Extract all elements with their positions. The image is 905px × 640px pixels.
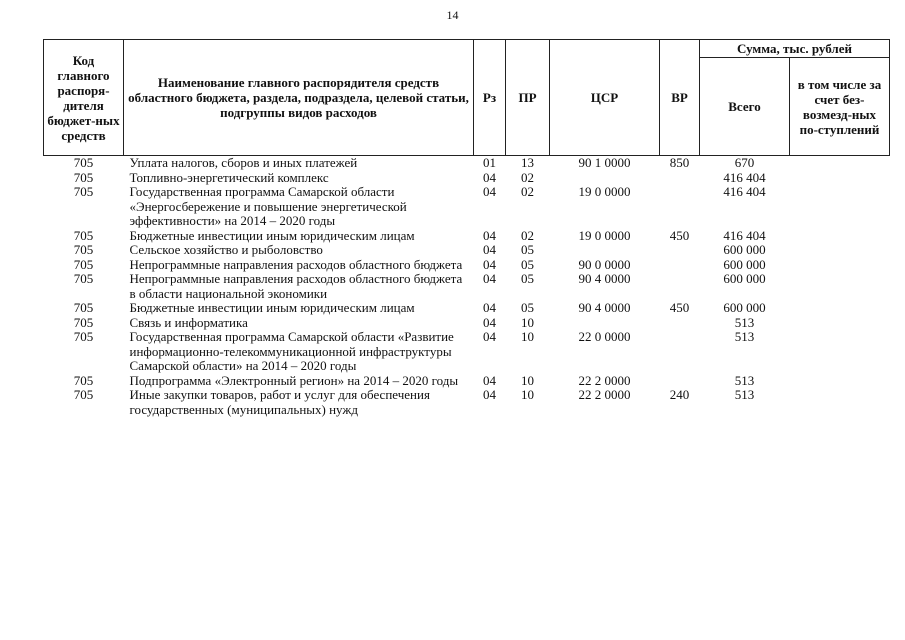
table-row — [44, 243, 890, 258]
cell-name: Сельское хозяйство и рыболовство — [129, 242, 323, 257]
cell-code: 705 — [73, 184, 94, 199]
table-row — [44, 272, 890, 301]
cell-csr: 90 0 0000 — [578, 256, 631, 272]
cell-incl — [790, 330, 890, 374]
cell-code: 705 — [73, 387, 94, 402]
cell-rz: 04 — [483, 300, 496, 315]
cell-incl — [790, 388, 890, 417]
table-row — [44, 374, 890, 389]
cell-vr — [660, 330, 700, 374]
cell-incl — [790, 272, 890, 301]
table-row — [44, 388, 890, 417]
header-rz: Рз — [474, 40, 506, 156]
table-row — [44, 301, 890, 316]
table-header — [44, 40, 890, 156]
cell-csr — [550, 243, 660, 258]
table-row — [44, 156, 890, 171]
cell-incl — [790, 301, 890, 316]
cell-code: 705 — [73, 300, 94, 315]
table-row — [44, 185, 890, 229]
cell-pr: 05 — [521, 300, 534, 315]
cell-pr: 02 — [521, 169, 534, 185]
cell-incl — [790, 258, 890, 273]
cell-total: 416 404 — [723, 169, 766, 185]
cell-rz: 04 — [483, 314, 496, 330]
cell-code: 705 — [73, 314, 94, 330]
cell-incl — [790, 171, 890, 186]
cell-pr: 05 — [521, 271, 534, 286]
cell-total: 600 000 — [723, 242, 766, 257]
cell-pr: 10 — [521, 372, 534, 388]
cell-total: 600 000 — [723, 256, 766, 272]
cell-rz: 04 — [483, 256, 496, 272]
table-row — [44, 330, 890, 374]
cell-pr: 10 — [521, 387, 534, 402]
cell-csr: 19 0 0000 — [578, 227, 631, 243]
cell-vr: 240 — [669, 387, 690, 402]
cell-csr: 22 0 0000 — [578, 329, 631, 344]
cell-rz: 04 — [483, 387, 496, 402]
table-row — [44, 258, 890, 273]
table-row — [44, 229, 890, 244]
cell-vr: 450 — [669, 300, 690, 315]
cell-code: 705 — [73, 329, 94, 344]
cell-code: 705 — [73, 242, 94, 257]
cell-pr: 02 — [521, 227, 534, 243]
cell-total: 513 — [734, 314, 755, 330]
budget-table — [43, 39, 890, 417]
table-row — [44, 171, 890, 186]
cell-code: 705 — [73, 372, 94, 388]
cell-name: Уплата налогов, сборов и иных платежей — [129, 155, 358, 170]
cell-rz: 04 — [483, 271, 496, 286]
cell-name: Топливно-энергетический комплекс — [129, 169, 329, 185]
cell-vr — [660, 243, 700, 258]
table-body — [44, 156, 890, 418]
cell-csr — [550, 171, 660, 186]
cell-csr — [550, 316, 660, 331]
cell-incl — [790, 156, 890, 171]
header-incl: в том числе за счет без-возмезд-ных по-ступлений — [790, 58, 890, 156]
cell-vr: 850 — [669, 155, 690, 170]
cell-rz: 04 — [483, 184, 496, 199]
cell-code: 705 — [73, 271, 94, 286]
header-name: Наименование главного распорядителя средств областного бюджета, раздела, подраздела, целевой статьи, подгруппы видов расходов — [124, 40, 474, 156]
cell-total: 513 — [734, 387, 755, 402]
cell-pr: 10 — [521, 329, 534, 344]
cell-name: Государственная программа Самарской области «Развитие информационно-телекоммуникационной инфраструктуры Самарской области» на 2014 – 2020 годы — [129, 329, 454, 373]
cell-csr: 22 2 0000 — [578, 372, 631, 388]
cell-pr: 10 — [521, 314, 534, 330]
cell-total: 513 — [734, 372, 755, 388]
cell-rz: 04 — [483, 169, 496, 185]
page-number: 14 — [446, 8, 459, 22]
cell-name: Связь и информатика — [129, 314, 248, 330]
cell-incl — [790, 229, 890, 244]
cell-rz: 01 — [483, 155, 496, 170]
cell-vr: 450 — [669, 227, 690, 243]
cell-pr: 05 — [521, 242, 534, 257]
cell-incl — [790, 374, 890, 389]
cell-csr: 22 2 0000 — [578, 387, 631, 402]
cell-vr — [660, 185, 700, 229]
table-row — [44, 316, 890, 331]
cell-name: Иные закупки товаров, работ и услуг для обеспечения государственных (муниципальных) нужд — [129, 387, 430, 417]
cell-code: 705 — [73, 256, 94, 272]
cell-csr: 19 0 0000 — [578, 184, 631, 199]
cell-pr: 05 — [521, 256, 534, 272]
cell-total: 416 404 — [723, 184, 766, 199]
header-code: Код главного распоря-дителя бюджет-ных средств — [44, 40, 124, 156]
cell-code: 705 — [73, 155, 94, 170]
cell-csr: 90 4 0000 — [578, 271, 631, 286]
cell-pr: 02 — [521, 184, 534, 199]
cell-code: 705 — [73, 169, 94, 185]
cell-total: 600 000 — [723, 271, 766, 286]
cell-rz: 04 — [483, 372, 496, 388]
cell-rz: 04 — [483, 242, 496, 257]
cell-csr: 90 4 0000 — [578, 300, 631, 315]
cell-name: Подпрограмма «Электронный регион» на 2014 – 2020 годы — [129, 372, 459, 388]
cell-pr: 13 — [521, 155, 534, 170]
cell-vr — [660, 171, 700, 186]
cell-total: 513 — [734, 329, 755, 344]
header-pr: ПР — [506, 40, 550, 156]
cell-vr — [660, 374, 700, 389]
cell-incl — [790, 316, 890, 331]
cell-total: 670 — [734, 155, 755, 170]
cell-csr: 90 1 0000 — [578, 155, 631, 170]
cell-incl — [790, 185, 890, 229]
cell-vr — [660, 272, 700, 301]
cell-name: Непрограммные направления расходов областного бюджета — [129, 256, 463, 272]
cell-total: 416 404 — [723, 227, 766, 243]
cell-rz: 04 — [483, 329, 496, 344]
cell-rz: 04 — [483, 227, 496, 243]
cell-vr — [660, 316, 700, 331]
cell-name: Непрограммные направления расходов областного бюджета в области национальной экономики — [129, 271, 463, 301]
cell-total: 600 000 — [723, 300, 766, 315]
cell-name: Бюджетные инвестиции иным юридическим лицам — [129, 227, 415, 243]
cell-vr — [660, 258, 700, 273]
cell-incl — [790, 243, 890, 258]
header-vr: ВР — [660, 40, 700, 156]
header-total: Всего — [700, 58, 790, 156]
header-csr: ЦСР — [550, 40, 660, 156]
cell-name: Государственная программа Самарской области «Энергосбережение и повышение энергетической эффективности» на 2014 – 2020 годы — [129, 184, 407, 228]
header-sum-group: Сумма, тыс. рублей — [700, 40, 890, 58]
cell-code: 705 — [73, 227, 94, 243]
cell-name: Бюджетные инвестиции иным юридическим лицам — [129, 300, 415, 315]
